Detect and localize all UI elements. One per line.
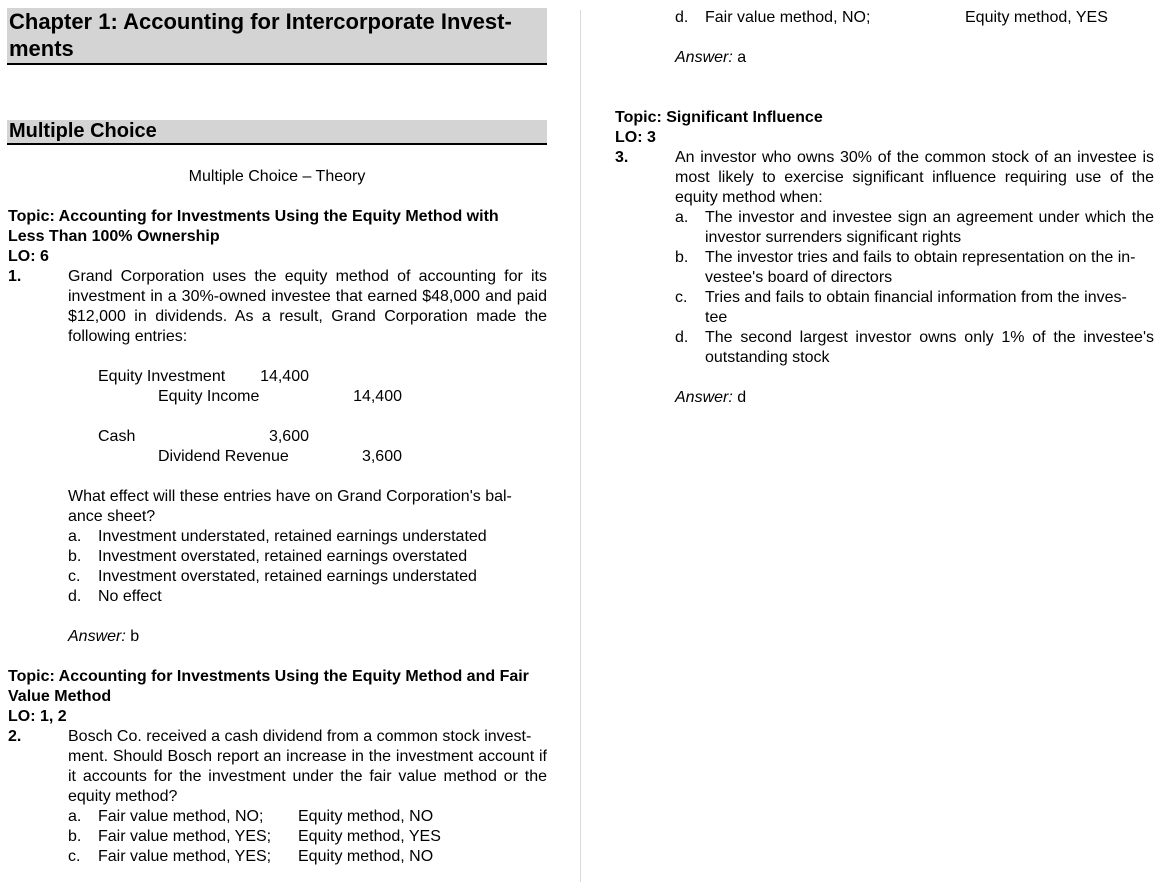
je-debit-amount: 3,600 — [268, 428, 309, 445]
chapter-title-line1: Chapter 1: Accounting for Intercorporate Invest- — [9, 9, 512, 34]
option-text: Investment overstated, retained earnings overstated — [98, 548, 468, 565]
right-column — [614, 8, 1154, 408]
q1-option-c — [68, 567, 547, 587]
option-letter: b. — [68, 548, 82, 565]
q2-options — [68, 807, 547, 867]
option-fair-value: Fair value method, NO; — [98, 808, 264, 825]
q3-topic: Topic: Significant Influence — [615, 109, 823, 126]
q2-topic-line1: Topic: Accounting for Investments Using the Equity Method and Fair — [8, 668, 529, 685]
q1-text: Grand Corporation uses the equity method of accounting for its investment in a 30%-owned investee that earned $48,000 and paid $12,000 in dividends. As a result, Grand Corporation made the following entries: — [68, 268, 547, 345]
question-2 — [7, 727, 547, 807]
q1-topic-line2: Less Than 100% Ownership — [8, 228, 220, 245]
chapter-title — [7, 8, 547, 65]
q1-number: 1. — [8, 268, 22, 285]
q2-option-b — [68, 827, 547, 847]
option-text: The second largest investor owns only 1% of the investee's outstanding stock — [705, 329, 1154, 366]
answer-label: Answer: — [68, 628, 126, 645]
option-text — [705, 288, 1154, 328]
answer-label: Answer: — [675, 49, 733, 66]
q1-question-line1: What effect will these entries have on Grand Corporation's bal- — [68, 488, 512, 505]
q2-answer — [675, 48, 1154, 68]
q1-question — [68, 487, 547, 527]
q2-text-line2: ment. Should Bosch report an increase in the investment account if it accounts for the investment under the fair value method or the equity method? — [68, 748, 547, 805]
q2-number: 2. — [8, 728, 22, 745]
je-account: Equity Income — [158, 388, 260, 405]
option-letter: a. — [68, 808, 82, 825]
column-divider — [580, 10, 581, 882]
q1-topic-line1: Topic: Accounting for Investments Using the Equity Method with — [8, 208, 499, 225]
option-letter: d. — [68, 588, 82, 605]
q3-learning-objective: LO: 3 — [615, 129, 656, 146]
option-fair-value: Fair value method, NO; — [705, 9, 871, 26]
subsection-title: Multiple Choice – Theory — [188, 168, 366, 185]
je-account: Equity Investment — [98, 368, 226, 385]
option-text: No effect — [98, 588, 162, 605]
q2-topic-line2: Value Method — [8, 688, 112, 705]
option-equity: Equity method, NO — [298, 848, 434, 865]
answer-value: a — [732, 49, 747, 66]
journal-entries — [98, 367, 547, 467]
q1-topic — [7, 207, 547, 247]
chapter-title-line2: ments — [9, 36, 74, 61]
q3-text: An investor who owns 30% of the common stock of an investee is most likely to exercise significant influence requiring use of the equity method when: — [675, 149, 1154, 206]
option-text: Investment understated, retained earnings understated — [98, 528, 487, 545]
option-text: The investor and investee sign an agreement under which the investor surrenders significant rights — [705, 209, 1154, 246]
q3-number: 3. — [615, 149, 629, 166]
answer-value: b — [125, 628, 140, 645]
q1-learning-objective: LO: 6 — [8, 248, 49, 265]
option-equity: Equity method, NO — [298, 808, 434, 825]
answer-value: d — [732, 389, 747, 406]
option-text-line1: Tries and fails to obtain financial information from the inves- — [705, 289, 1127, 306]
option-letter: b. — [675, 249, 689, 266]
left-column — [7, 8, 547, 867]
option-letter: c. — [68, 848, 81, 865]
q2-topic — [7, 667, 547, 707]
q3-options — [675, 208, 1154, 368]
q2-option-c — [68, 847, 547, 867]
je-row — [98, 387, 547, 407]
option-letter: c. — [675, 289, 688, 306]
option-equity: Equity method, YES — [965, 9, 1108, 26]
je-credit-amount: 14,400 — [353, 388, 402, 405]
option-text — [705, 248, 1154, 288]
q2-text-line1: Bosch Co. received a cash dividend from a common stock invest- — [68, 728, 532, 745]
option-text: Investment overstated, retained earnings understated — [98, 568, 477, 585]
option-letter: a. — [68, 528, 82, 545]
je-row — [98, 447, 547, 467]
option-letter: c. — [68, 568, 81, 585]
je-row — [98, 367, 547, 387]
option-text-line1: The investor tries and fails to obtain representation on the in- — [705, 249, 1136, 266]
answer-label: Answer: — [675, 389, 733, 406]
option-text-line2: vestee's board of directors — [705, 269, 893, 286]
q3-option-a — [675, 208, 1154, 248]
option-text-line2: tee — [705, 309, 728, 326]
je-account: Cash — [98, 428, 136, 445]
option-letter: d. — [675, 9, 689, 26]
je-credit-amount: 3,600 — [361, 448, 402, 465]
q3-option-b — [675, 248, 1154, 288]
option-equity: Equity method, YES — [298, 828, 441, 845]
q2-learning-objective: LO: 1, 2 — [8, 708, 67, 725]
option-letter: d. — [675, 329, 689, 346]
je-debit-amount: 14,400 — [260, 368, 309, 385]
q3-answer — [675, 388, 1154, 408]
option-fair-value: Fair value method, YES; — [98, 848, 272, 865]
question-3 — [614, 148, 1154, 208]
option-letter: b. — [68, 828, 82, 845]
option-fair-value: Fair value method, YES; — [98, 828, 272, 845]
q3-option-c — [675, 288, 1154, 328]
option-letter: a. — [675, 209, 689, 226]
je-account: Dividend Revenue — [158, 448, 289, 465]
je-row — [98, 427, 547, 447]
q1-option-b — [68, 547, 547, 567]
q3-option-d — [675, 328, 1154, 368]
q2-option-d — [675, 8, 1154, 28]
question-1 — [7, 267, 547, 347]
q2-text — [68, 727, 547, 807]
q1-answer — [68, 627, 547, 647]
q1-question-line2: ance sheet? — [68, 508, 156, 525]
q1-option-a — [68, 527, 547, 547]
q2-options-continued — [675, 8, 1154, 28]
q2-option-a — [68, 807, 547, 827]
q1-options — [68, 527, 547, 607]
q1-option-d — [68, 587, 547, 607]
section-title: Multiple Choice — [7, 120, 547, 145]
